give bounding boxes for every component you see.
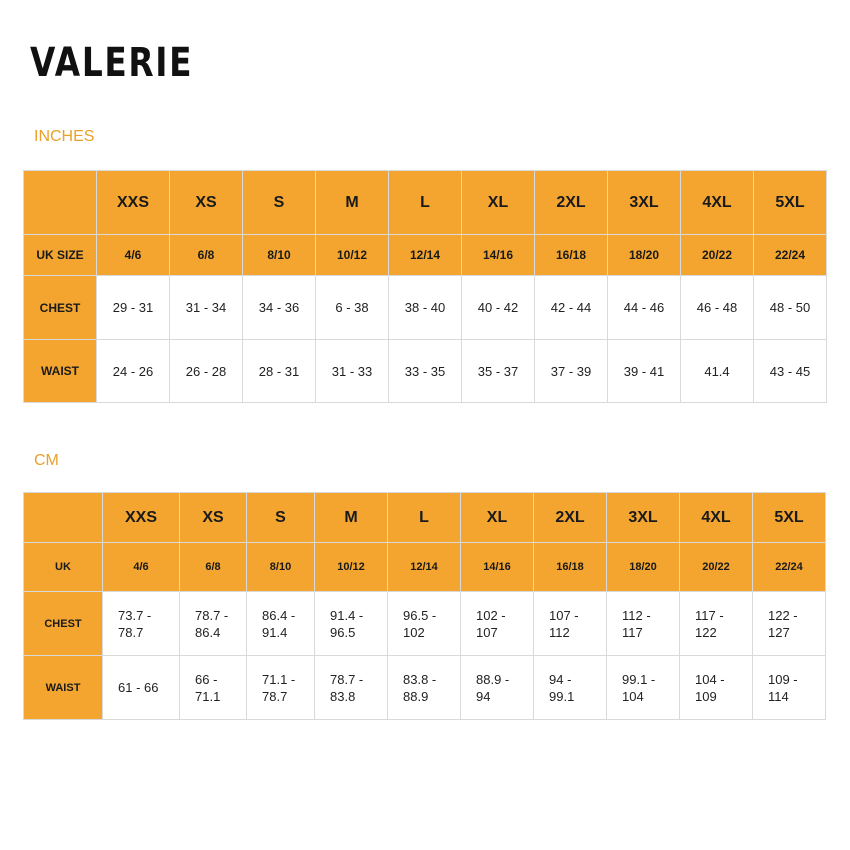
inches-size-table: [23, 170, 827, 403]
waist-value-cell: 35 - 37: [462, 340, 535, 403]
chest-label: CHEST: [24, 276, 97, 340]
size-header-cell: 5XL: [754, 171, 827, 235]
chest-row: [24, 276, 827, 340]
chest-value-cell: 46 - 48: [681, 276, 754, 340]
chest-value-line: 91.4: [262, 624, 288, 640]
size-header-cell: M: [316, 171, 389, 235]
waist-value-cell: [461, 656, 534, 720]
chest-value-cell: 6 - 38: [316, 276, 389, 340]
waist-label: WAIST: [24, 340, 97, 403]
waist-value-line: 71.1 -: [262, 671, 296, 687]
waist-row: [24, 340, 827, 403]
waist-value-cell: [534, 656, 607, 720]
waist-value-line: 83.8 -: [403, 671, 437, 687]
chest-value-line: 102: [403, 624, 425, 640]
waist-value-line: 83.8: [330, 688, 356, 704]
chest-value-line: 78.7 -: [195, 607, 229, 623]
waist-value-line: 114: [768, 688, 789, 704]
waist-value-cell: [315, 656, 388, 720]
chest-value-line: 73.7 -: [118, 607, 152, 623]
size-header-cell: 5XL: [753, 493, 826, 543]
uk-size-cell: 12/14: [389, 235, 462, 276]
uk-size-cell: 12/14: [388, 543, 461, 592]
waist-value-cell: [247, 656, 315, 720]
waist-value-cell: [388, 656, 461, 720]
chest-value-line: 117: [622, 624, 643, 640]
chest-value-line: 78.7: [118, 624, 144, 640]
waist-value-cell: [180, 656, 247, 720]
uk-size-cell: 20/22: [681, 235, 754, 276]
size-header-cell: XL: [461, 493, 534, 543]
uk-size-cell: 8/10: [247, 543, 315, 592]
waist-value-line: 78.7 -: [330, 671, 364, 687]
size-header-cell: 4XL: [680, 493, 753, 543]
uk-size-row: [24, 543, 826, 592]
uk-size-cell: 22/24: [754, 235, 827, 276]
chest-value-cell: [534, 592, 607, 656]
waist-value-line: 99.1: [549, 688, 575, 704]
waist-value-line: 94 -: [549, 671, 572, 687]
chest-value-cell: 31 - 34: [170, 276, 243, 340]
uk-size-cell: 4/6: [103, 543, 180, 592]
size-header-row: [24, 171, 827, 235]
waist-value-line: 78.7: [262, 688, 288, 704]
waist-label: WAIST: [24, 656, 103, 720]
uk-size-cell: 10/12: [316, 235, 389, 276]
size-header-cell: XXS: [103, 493, 180, 543]
chest-value-line: 107 -: [549, 607, 579, 623]
chest-value-cell: [180, 592, 247, 656]
chest-value-cell: 48 - 50: [754, 276, 827, 340]
waist-value-line: 104 -: [695, 671, 725, 687]
uk-size-cell: 16/18: [534, 543, 607, 592]
uk-size-label: UK: [24, 543, 103, 592]
waist-value-cell: 24 - 26: [97, 340, 170, 403]
chest-value-cell: [461, 592, 534, 656]
brand-title: VALERIE: [30, 40, 194, 86]
waist-value-line: 109: [695, 688, 717, 704]
chest-value-cell: [753, 592, 826, 656]
size-header-cell: 2XL: [535, 171, 608, 235]
uk-size-label: UK SIZE: [24, 235, 97, 276]
header-corner-cell: [24, 171, 97, 235]
chest-label: CHEST: [24, 592, 103, 656]
chest-value-cell: [103, 592, 180, 656]
chest-value-cell: 40 - 42: [462, 276, 535, 340]
waist-value-cell: [103, 656, 180, 720]
chest-value-cell: 29 - 31: [97, 276, 170, 340]
waist-value-line: 88.9 -: [476, 671, 510, 687]
waist-value-line: 104: [622, 688, 644, 704]
chest-value-line: 117 -: [695, 607, 724, 623]
waist-value-cell: 41.4: [681, 340, 754, 403]
waist-value-line: 99.1 -: [622, 671, 656, 687]
chest-value-cell: [388, 592, 461, 656]
size-header-cell: L: [388, 493, 461, 543]
uk-size-cell: 4/6: [97, 235, 170, 276]
size-header-cell: XS: [170, 171, 243, 235]
header-corner-cell: [24, 493, 103, 543]
uk-size-row: [24, 235, 827, 276]
waist-value-cell: [607, 656, 680, 720]
inches-section-title: INCHES: [34, 128, 95, 145]
chest-value-cell: [315, 592, 388, 656]
chest-value-cell: [247, 592, 315, 656]
waist-value-cell: [753, 656, 826, 720]
chest-value-cell: 34 - 36: [243, 276, 316, 340]
size-header-cell: S: [243, 171, 316, 235]
size-header-cell: L: [389, 171, 462, 235]
uk-size-cell: 18/20: [608, 235, 681, 276]
waist-value-line: 109 -: [768, 671, 798, 687]
uk-size-cell: 14/16: [462, 235, 535, 276]
chest-value-line: 107: [476, 624, 498, 640]
uk-size-cell: 6/8: [170, 235, 243, 276]
chest-value-cell: [680, 592, 753, 656]
cm-section-title: CM: [34, 452, 59, 469]
waist-value-cell: 43 - 45: [754, 340, 827, 403]
size-header-cell: 3XL: [607, 493, 680, 543]
chest-value-cell: 44 - 46: [608, 276, 681, 340]
waist-value-cell: [680, 656, 753, 720]
size-header-cell: XL: [462, 171, 535, 235]
waist-value-cell: 39 - 41: [608, 340, 681, 403]
chest-value-line: 122: [695, 624, 717, 640]
chest-value-line: 86.4 -: [262, 607, 296, 623]
size-header-row: [24, 493, 826, 543]
uk-size-cell: 10/12: [315, 543, 388, 592]
waist-value-cell: 28 - 31: [243, 340, 316, 403]
waist-row: [24, 656, 826, 720]
size-header-cell: XS: [180, 493, 247, 543]
waist-value-line: 94: [476, 688, 491, 704]
waist-value-cell: 26 - 28: [170, 340, 243, 403]
uk-size-cell: 22/24: [753, 543, 826, 592]
chest-value-line: 112 -: [622, 607, 651, 623]
size-header-cell: 2XL: [534, 493, 607, 543]
size-header-cell: 3XL: [608, 171, 681, 235]
uk-size-cell: 18/20: [607, 543, 680, 592]
waist-value-cell: 31 - 33: [316, 340, 389, 403]
uk-size-cell: 14/16: [461, 543, 534, 592]
cm-size-table: [23, 492, 826, 720]
waist-value-line: 88.9: [403, 688, 429, 704]
chest-value-line: 86.4: [195, 624, 221, 640]
uk-size-cell: 6/8: [180, 543, 247, 592]
waist-value-cell: 33 - 35: [389, 340, 462, 403]
chest-row: [24, 592, 826, 656]
chest-value-line: 102 -: [476, 607, 506, 623]
chest-value-cell: 38 - 40: [389, 276, 462, 340]
chest-value-line: 96.5 -: [403, 607, 437, 623]
size-header-cell: XXS: [97, 171, 170, 235]
waist-value-line: 71.1: [195, 688, 221, 704]
waist-value-line: 66 -: [195, 671, 218, 687]
chest-value-line: 112: [549, 624, 570, 640]
uk-size-cell: 20/22: [680, 543, 753, 592]
chest-value-cell: [607, 592, 680, 656]
chest-value-line: 127: [768, 624, 790, 640]
uk-size-cell: 8/10: [243, 235, 316, 276]
waist-value-line: 61 - 66: [118, 680, 159, 695]
chest-value-line: 91.4 -: [330, 607, 364, 623]
size-header-cell: M: [315, 493, 388, 543]
chest-value-line: 122 -: [768, 607, 798, 623]
chest-value-cell: 42 - 44: [535, 276, 608, 340]
size-header-cell: 4XL: [681, 171, 754, 235]
waist-value-cell: 37 - 39: [535, 340, 608, 403]
chest-value-line: 96.5: [330, 624, 356, 640]
size-header-cell: S: [247, 493, 315, 543]
uk-size-cell: 16/18: [535, 235, 608, 276]
